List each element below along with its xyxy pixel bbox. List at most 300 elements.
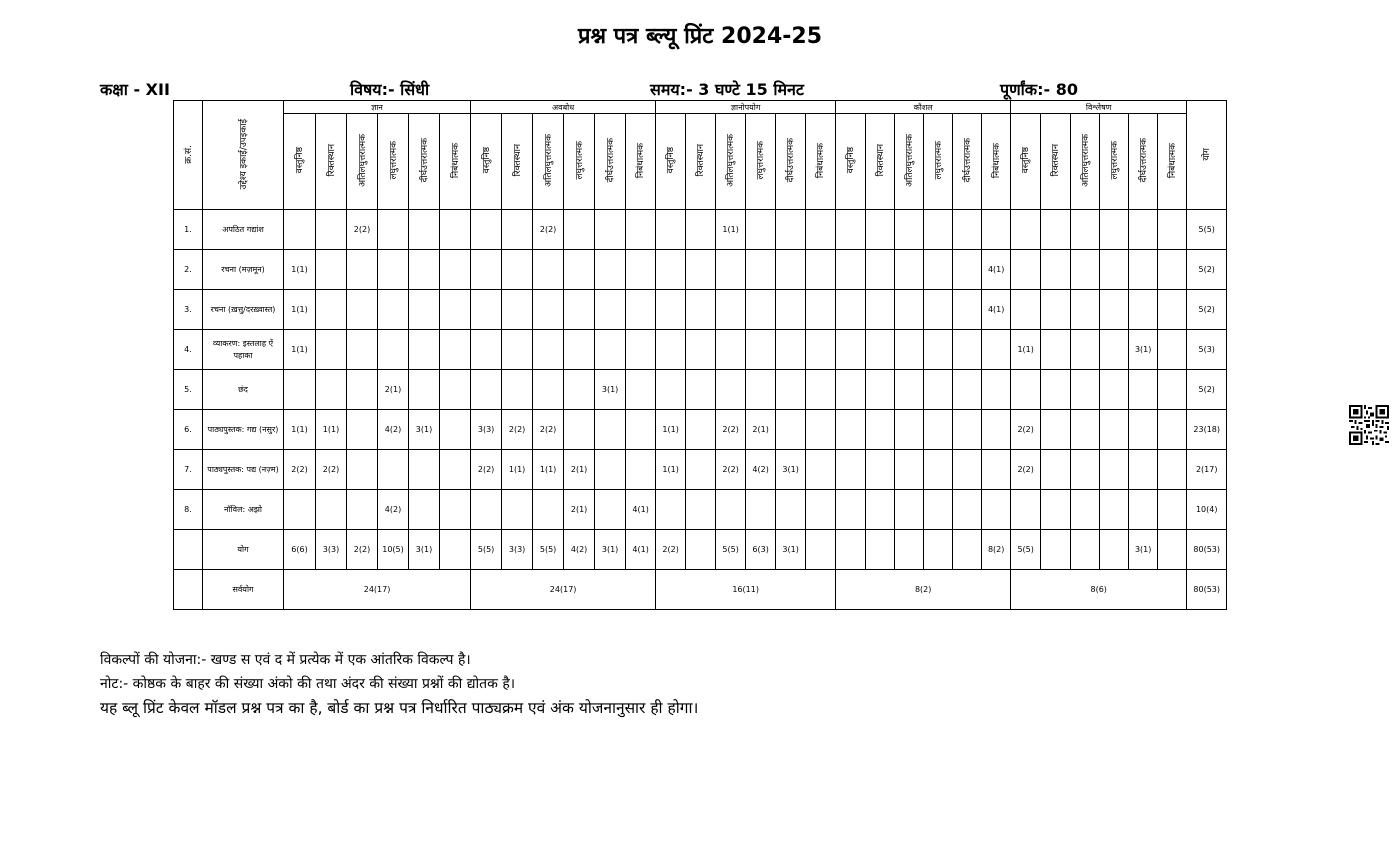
marks-cell (924, 290, 953, 330)
time-label: समय:- 3 घण्टे 15 मिनट (650, 80, 804, 99)
question-type-label: वस्तुनिष्ठ (481, 147, 492, 174)
marks-cell (626, 210, 656, 250)
marks-cell: 2(2) (347, 530, 378, 570)
marks-cell (378, 330, 409, 370)
marks-cell (776, 210, 806, 250)
marks-cell (866, 250, 895, 290)
marks-cell (1129, 210, 1158, 250)
question-type-header (953, 114, 982, 210)
unit-name-cell: अपठित गद्यांश (203, 210, 284, 250)
marks-cell (866, 210, 895, 250)
group-total-cell: 8(2) (836, 570, 1011, 610)
marks-cell (1041, 250, 1071, 290)
marks-cell (1129, 410, 1158, 450)
marks-cell (953, 490, 982, 530)
marks-cell: 2(2) (533, 410, 564, 450)
marks-cell (347, 410, 378, 450)
marks-cell: 3(1) (776, 450, 806, 490)
serial-number-cell: 5. (174, 370, 203, 410)
question-type-label: दीर्घउत्तरात्मक (605, 138, 616, 183)
marks-cell (866, 370, 895, 410)
marks-cell: 4(1) (626, 530, 656, 570)
question-type-header (347, 114, 378, 210)
marks-cell: 2(1) (564, 490, 595, 530)
marks-cell: 8(2) (982, 530, 1011, 570)
marks-cell: 4(2) (564, 530, 595, 570)
marks-cell (440, 490, 471, 530)
question-type-header (1158, 114, 1187, 210)
marks-cell (440, 370, 471, 410)
marks-cell: 3(1) (409, 410, 440, 450)
marks-cell: 3(1) (595, 530, 626, 570)
unit-name-cell: रचना (ख़त्तु/दरख़्वास्त) (203, 290, 284, 330)
grand-total-row (174, 570, 1227, 610)
question-type-header (1011, 114, 1041, 210)
marks-cell (471, 290, 502, 330)
marks-cell (1041, 450, 1071, 490)
question-type-header (595, 114, 626, 210)
marks-cell (284, 370, 316, 410)
marks-cell (1071, 210, 1100, 250)
group-total-cell: 16(11) (656, 570, 836, 610)
question-type-header (895, 114, 924, 210)
marks-cell (502, 330, 533, 370)
marks-cell: 1(1) (656, 410, 686, 450)
marks-cell: 3(1) (776, 530, 806, 570)
marks-cell (440, 250, 471, 290)
marks-cell: 5(5) (1011, 530, 1041, 570)
marks-cell: 1(1) (533, 450, 564, 490)
marks-cell (866, 410, 895, 450)
marks-cell (776, 410, 806, 450)
marks-cell (924, 210, 953, 250)
marks-cell (1071, 530, 1100, 570)
question-type-label: दीर्घउत्तरात्मक (786, 138, 797, 183)
marks-cell (806, 530, 836, 570)
question-type-header (502, 114, 533, 210)
marks-cell (409, 290, 440, 330)
question-type-label: निबंधात्मक (816, 142, 827, 179)
marks-cell (982, 330, 1011, 370)
marks-cell (866, 330, 895, 370)
marks-cell (533, 370, 564, 410)
marks-cell (1158, 530, 1187, 570)
marks-cell (347, 250, 378, 290)
group-header: ज्ञानोपयोग (656, 101, 836, 114)
marks-cell: 2(2) (1011, 410, 1041, 450)
marks-cell (953, 450, 982, 490)
marks-cell (595, 490, 626, 530)
table-row (174, 370, 1227, 410)
marks-cell (440, 450, 471, 490)
marks-cell: 2(1) (746, 410, 776, 450)
marks-cell (776, 290, 806, 330)
marks-cell (1011, 490, 1041, 530)
marks-cell (471, 250, 502, 290)
marks-cell (595, 210, 626, 250)
marks-cell: 1(1) (716, 210, 746, 250)
marks-cell (1129, 290, 1158, 330)
marks-cell: 2(2) (316, 450, 347, 490)
marks-cell: 1(1) (502, 450, 533, 490)
marks-cell (1071, 490, 1100, 530)
marks-cell (347, 450, 378, 490)
question-type-label: दीर्घउत्तरात्मक (419, 138, 430, 183)
marks-cell (895, 210, 924, 250)
marks-cell (1011, 370, 1041, 410)
marks-cell (866, 450, 895, 490)
marks-cell (1158, 370, 1187, 410)
marks-cell (924, 490, 953, 530)
marks-cell: 2(2) (471, 450, 502, 490)
group-header: विश्लेषण (1011, 101, 1187, 114)
question-type-label: रिक्तस्थान (512, 144, 523, 177)
marks-cell: 1(1) (284, 330, 316, 370)
question-type-label: लघुत्तरात्मक (756, 141, 767, 180)
marks-cell (953, 370, 982, 410)
question-type-label: रिक्तस्थान (696, 144, 707, 177)
marks-cell (686, 530, 716, 570)
marks-cell (806, 410, 836, 450)
table-row (174, 530, 1227, 570)
marks-cell (686, 370, 716, 410)
marks-cell (746, 330, 776, 370)
row-total-cell: 5(2) (1187, 290, 1227, 330)
marks-cell (316, 490, 347, 530)
marks-cell (316, 290, 347, 330)
marks-cell (686, 490, 716, 530)
marks-cell (836, 330, 866, 370)
marks-cell (471, 330, 502, 370)
marks-cell (1129, 250, 1158, 290)
question-type-header (776, 114, 806, 210)
marks-cell (502, 370, 533, 410)
marks-cell (533, 330, 564, 370)
marks-cell (806, 210, 836, 250)
serial-number-cell: 6. (174, 410, 203, 450)
serial-number-cell: 8. (174, 490, 203, 530)
options-note: विकल्पों की योजना:- खण्ड स एवं द में प्रत्येक में एक आंतरिक विकल्प है। (100, 652, 471, 668)
marks-cell (347, 290, 378, 330)
question-type-label: वस्तुनिष्ठ (666, 147, 677, 174)
marks-cell (1158, 490, 1187, 530)
row-total-cell: 5(5) (1187, 210, 1227, 250)
marks-cell (595, 450, 626, 490)
question-type-header (533, 114, 564, 210)
marks-cell (895, 250, 924, 290)
marks-cell: 5(5) (471, 530, 502, 570)
marks-cell: 3(1) (409, 530, 440, 570)
sno-header (174, 101, 203, 210)
marks-cell (1011, 250, 1041, 290)
marks-cell (1100, 450, 1129, 490)
marks-cell (564, 370, 595, 410)
marks-cell (533, 490, 564, 530)
marks-cell (1041, 490, 1071, 530)
marks-cell (982, 450, 1011, 490)
serial-number-cell: 3. (174, 290, 203, 330)
marks-cell (1100, 210, 1129, 250)
marks-cell: 6(6) (284, 530, 316, 570)
marks-cell (595, 410, 626, 450)
bracket-note: नोट:- कोष्ठक के बाहर की संख्या अंको की तथा अंदर की संख्या प्रश्नों की द्योतक है। (100, 676, 516, 692)
marks-cell (1100, 530, 1129, 570)
marks-cell (716, 290, 746, 330)
marks-cell: 2(1) (378, 370, 409, 410)
marks-cell (471, 490, 502, 530)
question-type-label: वस्तुनिष्ठ (1021, 147, 1032, 174)
serial-number-cell (174, 570, 203, 610)
serial-number-cell: 4. (174, 330, 203, 370)
marks-cell: 2(2) (1011, 450, 1041, 490)
table-row (174, 290, 1227, 330)
marks-cell (836, 290, 866, 330)
marks-cell (716, 370, 746, 410)
question-type-header (1071, 114, 1100, 210)
marks-cell (347, 490, 378, 530)
question-type-header (471, 114, 502, 210)
question-type-header (716, 114, 746, 210)
serial-number-cell: 1. (174, 210, 203, 250)
marks-cell (626, 450, 656, 490)
marks-cell: 4(1) (982, 250, 1011, 290)
question-type-label: लघुत्तरात्मक (574, 141, 585, 180)
marks-cell (595, 250, 626, 290)
marks-cell (656, 370, 686, 410)
question-type-header (409, 114, 440, 210)
marks-cell (716, 250, 746, 290)
marks-cell: 4(2) (378, 490, 409, 530)
marks-cell (440, 330, 471, 370)
marks-cell (1158, 410, 1187, 450)
marks-cell (1041, 530, 1071, 570)
question-type-label: दीर्घउत्तरात्मक (1138, 138, 1149, 183)
question-type-label: अतिलघुत्तरात्मक (543, 134, 554, 187)
row-total-cell: 5(2) (1187, 250, 1227, 290)
marks-cell (1129, 370, 1158, 410)
question-type-label: निबंधात्मक (991, 142, 1002, 179)
unit-header-label: उद्देश्य इकाई/उपइकाई (238, 118, 249, 190)
marks-cell (564, 290, 595, 330)
marks-cell (1158, 250, 1187, 290)
question-type-header (806, 114, 836, 210)
blueprint-table (173, 100, 1227, 610)
unit-name-cell: पाठ्यपुस्तक: गद्य (नसुर) (203, 410, 284, 450)
marks-cell (776, 250, 806, 290)
question-type-header (836, 114, 866, 210)
marks-cell (471, 370, 502, 410)
group-header: कौशल (836, 101, 1011, 114)
marks-cell: 6(3) (746, 530, 776, 570)
marks-cell (1100, 250, 1129, 290)
marks-cell (982, 410, 1011, 450)
marks-cell (924, 250, 953, 290)
marks-cell (686, 250, 716, 290)
marks-cell (1158, 450, 1187, 490)
marks-cell (806, 370, 836, 410)
marks-cell: 2(2) (716, 410, 746, 450)
marks-cell (440, 410, 471, 450)
group-header: ज्ञान (284, 101, 471, 114)
marks-cell (626, 250, 656, 290)
marks-cell (564, 250, 595, 290)
marks-cell (409, 210, 440, 250)
grand-total-label: सर्वयोग (203, 570, 284, 610)
marks-cell (746, 290, 776, 330)
marks-cell (1071, 330, 1100, 370)
marks-cell: 1(1) (284, 290, 316, 330)
marks-cell (1158, 330, 1187, 370)
question-type-label: अतिलघुत्तरात्मक (357, 134, 368, 187)
marks-cell (440, 530, 471, 570)
marks-cell (502, 210, 533, 250)
marks-cell (656, 290, 686, 330)
total-header-label: योग (1202, 147, 1213, 161)
table-row (174, 250, 1227, 290)
marks-cell (836, 490, 866, 530)
marks-cell: 3(3) (316, 530, 347, 570)
marks-cell (1158, 290, 1187, 330)
marks-cell (656, 210, 686, 250)
marks-cell: 10(5) (378, 530, 409, 570)
table-row (174, 450, 1227, 490)
marks-cell (895, 290, 924, 330)
notes-section (100, 648, 698, 720)
question-type-header (1129, 114, 1158, 210)
marks-cell (866, 290, 895, 330)
question-type-header (440, 114, 471, 210)
marks-cell (836, 450, 866, 490)
marks-cell (316, 370, 347, 410)
marks-cell (626, 370, 656, 410)
group-total-cell: 8(6) (1011, 570, 1187, 610)
marks-cell (686, 450, 716, 490)
marks-cell (378, 290, 409, 330)
table-row (174, 490, 1227, 530)
marks-cell (347, 370, 378, 410)
marks-cell (746, 210, 776, 250)
page-title: प्रश्न पत्र ब्ल्यू प्रिंट 2024-25 (577, 24, 823, 49)
marks-cell (502, 290, 533, 330)
marks-cell (686, 210, 716, 250)
marks-cell (746, 370, 776, 410)
marks-cell (895, 490, 924, 530)
question-type-label: निबंधात्मक (636, 142, 647, 179)
marks-cell (836, 250, 866, 290)
serial-number-cell: 2. (174, 250, 203, 290)
row-total-cell: 5(3) (1187, 330, 1227, 370)
qr-code-icon (1349, 405, 1389, 445)
marks-cell (895, 530, 924, 570)
total-header (1187, 101, 1227, 210)
marks-cell (595, 330, 626, 370)
marks-cell (316, 330, 347, 370)
marks-cell (924, 530, 953, 570)
marks-cell (806, 450, 836, 490)
marks-cell (895, 450, 924, 490)
marks-cell (953, 530, 982, 570)
question-type-label: निबंधात्मक (450, 142, 461, 179)
question-type-label: दीर्घउत्तरात्मक (962, 138, 973, 183)
table-row (174, 410, 1227, 450)
group-total-cell: 24(17) (284, 570, 471, 610)
question-type-label: वस्तुनिष्ठ (295, 147, 305, 174)
marks-cell (1041, 210, 1071, 250)
marks-cell (533, 250, 564, 290)
marks-cell (409, 330, 440, 370)
marks-cell (1041, 330, 1071, 370)
marks-cell: 2(1) (564, 450, 595, 490)
marks-cell (836, 210, 866, 250)
marks-cell (626, 330, 656, 370)
marks-cell: 3(1) (595, 370, 626, 410)
marks-cell (746, 250, 776, 290)
marks-cell (284, 490, 316, 530)
marks-cell (982, 370, 1011, 410)
marks-cell: 4(1) (982, 290, 1011, 330)
marks-cell (953, 210, 982, 250)
question-type-header (316, 114, 347, 210)
marks-cell: 4(2) (378, 410, 409, 450)
marks-cell (502, 250, 533, 290)
marks-cell (1100, 290, 1129, 330)
marks-cell: 1(1) (316, 410, 347, 450)
marks-cell (1129, 490, 1158, 530)
marks-cell: 2(2) (533, 210, 564, 250)
marks-cell (656, 330, 686, 370)
marks-cell (1158, 210, 1187, 250)
marks-cell (1071, 250, 1100, 290)
question-type-label: रिक्तस्थान (326, 144, 337, 177)
marks-cell (924, 410, 953, 450)
marks-cell (836, 530, 866, 570)
marks-cell (953, 410, 982, 450)
marks-cell: 2(2) (347, 210, 378, 250)
marks-cell: 3(1) (1129, 530, 1158, 570)
marks-cell (776, 370, 806, 410)
marks-cell (686, 410, 716, 450)
row-total-cell: 80(53) (1187, 530, 1227, 570)
marks-cell (656, 490, 686, 530)
marks-cell (284, 210, 316, 250)
marks-cell (1071, 370, 1100, 410)
marks-cell (1100, 330, 1129, 370)
marks-cell (1100, 490, 1129, 530)
marks-cell (1100, 370, 1129, 410)
marks-cell (895, 370, 924, 410)
question-type-header (866, 114, 895, 210)
marks-cell (895, 330, 924, 370)
marks-cell (409, 370, 440, 410)
unit-header (203, 101, 284, 210)
marks-cell (564, 330, 595, 370)
marks-cell: 2(2) (284, 450, 316, 490)
question-type-label: निबंधात्मक (1167, 142, 1178, 179)
marks-cell (440, 210, 471, 250)
marks-cell (836, 370, 866, 410)
overall-total-cell: 80(53) (1187, 570, 1227, 610)
question-type-header (564, 114, 595, 210)
marks-cell (564, 410, 595, 450)
question-type-header (746, 114, 776, 210)
subject-label: विषय:- सिंधी (350, 80, 430, 99)
question-type-label: रिक्तस्थान (1051, 144, 1062, 177)
marks-cell (595, 290, 626, 330)
serial-number-cell (174, 530, 203, 570)
marks-cell (953, 330, 982, 370)
marks-cell (982, 490, 1011, 530)
max-marks-label: पूर्णांक:- 80 (1000, 80, 1078, 99)
